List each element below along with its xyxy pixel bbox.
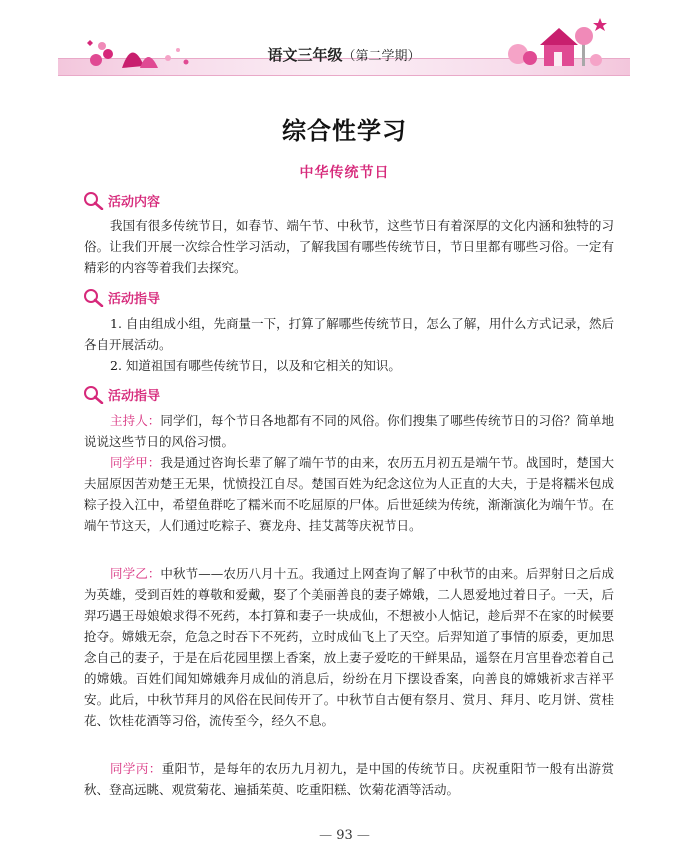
dialogue-text: 中秋节——农历八月十五。我通过上网查询了解了中秋节的由来。后羿射日之后成为英雄，受到百姓的尊敬和爱戴，娶了个美丽善良的妻子嫦娥，二人恩爱地过着日子。一天，后羿巧遇王母娘娘求得不死药，本打算和妻子一块成仙，不想被小人惦记，趁后羿不在家的时候要抢夺。嫦娥无奈，危急之时吞下不死药，立时成仙飞上了天空。后羿知道了事情的原委，更加思念自己的妻子，于是在后花园里摆上香案，放上妻子爱吃的干鲜果品，遥祭在月宫里眷恋着自己的嫦娥。百姓们闻知嫦娥奔月成仙的消息后，纷纷在月下摆设香案，向善良的嫦娥祈求吉祥平安。此后，中秋节拜月的风俗在民间传开了。中秋节自古便有祭月、赏月、拜月、吃月饼、赏桂花、饮桂花酒等习俗，流传至今，经久不息。: [84, 566, 614, 728]
page-title: 综合性学习: [282, 116, 407, 145]
speaker-label: 同学乙：: [110, 566, 161, 581]
footer-dash: —: [356, 828, 370, 843]
section-label: 活动指导: [108, 388, 161, 404]
section-label: 活动内容: [108, 194, 161, 210]
section-head-guide2: [82, 383, 160, 405]
header-book-title: 语文三年级: [267, 46, 343, 64]
guide-item-1: 1. 自由组成小组，先商量一下，打算了解哪些传统节日，怎么了解，用什么方式记录，然后各自开展活动。: [84, 316, 614, 352]
dialogue-student-b: [84, 563, 614, 731]
page-number: 93: [336, 828, 353, 843]
section-subtitle: 中华传统节日: [299, 165, 390, 181]
section-label: 活动指导: [108, 291, 161, 307]
speaker-label: 同学丙：: [110, 761, 162, 776]
section-head-guide1: [82, 286, 160, 308]
dialogue-student-a: [84, 452, 614, 536]
header-title: [58, 44, 630, 65]
content-paragraph: 我国有很多传统节日，如春节、端午节、中秋节，这些节日有着深厚的文化内涵和独特的习俗。让我们开展一次综合性学习活动，了解我国有哪些传统节日，节日里都有哪些习俗。一定有精彩的内容等着我们去探究。: [84, 218, 614, 275]
magnifier-icon: [82, 287, 104, 307]
dialogue-text: 重阳节，是每年的农历九月初九，是中国的传统节日。庆祝重阳节一般有出游赏秋、登高远眺、观赏菊花、遍插茱萸、吃重阳糕、饮菊花酒等活动。: [84, 761, 614, 797]
dialogue-text: 我是通过咨询长辈了解了端午节的由来，农历五月初五是端午节。战国时，楚国大夫屈原因苦劝楚王无果，忧愤投江自尽。楚国百姓为纪念这位为人正直的大夫，于是将糯米包成粽子投入江中，希望鱼群吃了糯米而不吃屈原的尸体。后世延续为传统，渐渐演化为端午节。在端午节这天，人们通过吃粽子、赛龙舟、挂艾蒿等庆祝节日。: [84, 455, 614, 533]
speaker-label: 主持人：: [110, 413, 161, 428]
guide-item-2: 2. 知道祖国有哪些传统节日，以及和它相关的知识。: [110, 358, 401, 373]
speaker-label: 同学甲：: [110, 455, 161, 470]
magnifier-icon: [82, 384, 104, 404]
header-term: （第二学期）: [342, 49, 421, 64]
section-head-content: [82, 189, 160, 211]
page-header: [58, 14, 630, 84]
page-footer: [0, 828, 689, 843]
footer-dash: —: [319, 828, 333, 843]
dialogue-student-c: [84, 758, 614, 800]
magnifier-icon: [82, 190, 104, 210]
dialogue-text: 同学们，每个节日各地都有不同的风俗。你们搜集了哪些传统节日的习俗？简单地说说这些节日的风俗习惯。: [84, 413, 614, 449]
dialogue-host: [84, 410, 614, 452]
